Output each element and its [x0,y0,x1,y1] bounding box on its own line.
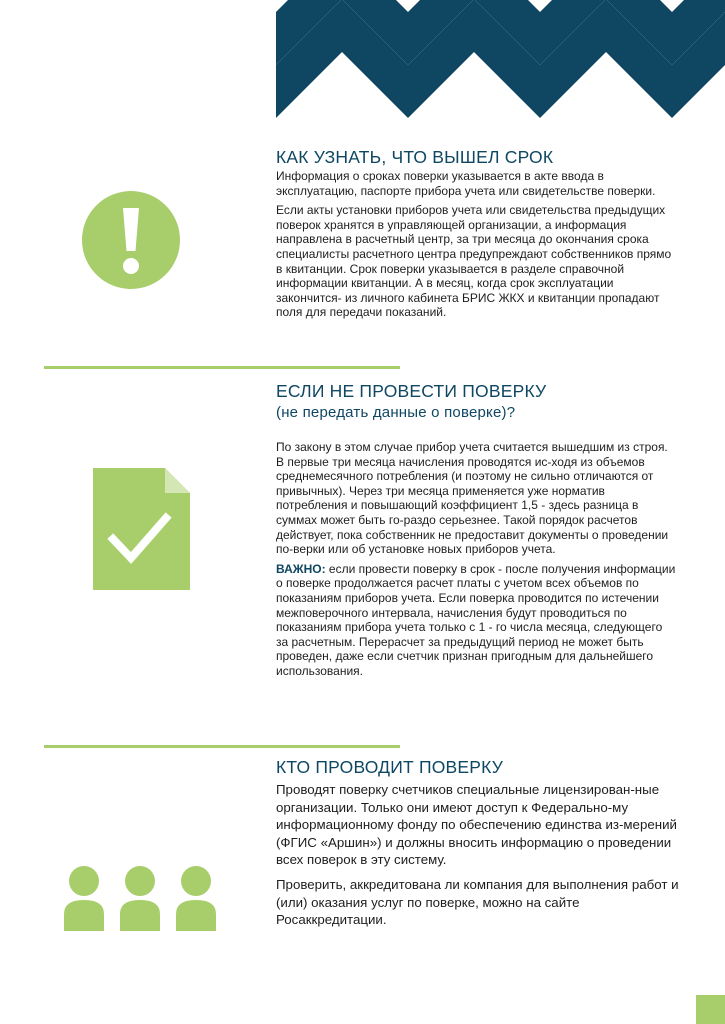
section-who-verifies-body [276,781,681,936]
section-title-expiry: КАК УЗНАТЬ, ЧТО ВЫШЕЛ СРОК [276,147,554,167]
people-icon [64,864,216,931]
section-title-who-verifies: КТО ПРОВОДИТ ПОВЕРКУ [276,757,504,777]
chevron-pattern-header [276,0,725,130]
paragraph: Проверить, аккредитована ли компания для выполнения работ и (или) оказания услуг по поверке, можно на сайте Росаккредитации. [276,876,679,928]
section-title-main: ЕСЛИ НЕ ПРОВЕСТИ ПОВЕРКУ [276,381,547,401]
paragraph: Если акты установки приборов учета или свидетельства предыдущих поверок хранятся в управляющей организации, а информация направлена в расчетный центр, за три месяца до окончания срока специалисты расчетного центра предупреждают собственников прямо в квитанции. Срок поверки указывается в разделе справочной информации квитанции. А в месяц, когда срок эксплуатации закончится- из личного кабинета БРИС ЖКХ и квитанции пропадают поля для передачи показаний. [276,203,672,320]
paragraph: По закону в этом случае прибор учета считается вышедшим из строя. В первые три месяца начисления проводятся ис-ходя из объемов среднемесячного потребления (и поэтому не сильно отличаются от привычных). Через три месяца применяется уже норматив потребления и повышающий коэффициент 1,5 - здесь разница в суммах может быть го-раздо серьезнее. Такой порядок расчетов действует, пока собственник не предоставит документы о проведении по-верки или об установке новых приборов учета. [276,440,669,557]
important-paragraph [276,562,676,679]
section-expiry-body [276,169,676,325]
section-divider [44,745,400,748]
section-divider [44,366,400,369]
paragraph: Проводят поверку счетчиков специальные лицензирован-ные организации. Только они имеют доступ к Федерально-му информационному фонду по обеспечению единства из-мерений (ФГИС «Аршин») и должны вносить информацию о проведении всех поверок в эту систему. [276,782,677,868]
important-label: ВАЖНО: [276,561,326,576]
section-title-no-verification [276,380,546,424]
section-no-verification-body [276,440,676,684]
page-corner-accent [696,995,725,1024]
document-check-icon [93,468,190,590]
important-text: если провести поверку в срок - после получения информации о поверке продолжается расчет платы с учетом всех объемов по показаниям приборов учета. Если поверка проводится по истечении межповерочного интервала, начисления будут проводиться по показаниям прибора учета только с 1 - го числа месяца, следующего за расчетным. Перерасчет за предыдущий период не может быть проведен, даже если счетчик признан пригодным для дальнейшего использования. [276,561,676,678]
exclamation-icon [82,191,180,289]
section-title-sub: (не передать данные о поверке)? [276,404,516,421]
paragraph: Информация о сроках поверки указывается в акте ввода в эксплуатацию, паспорте прибора учета или свидетельстве поверки. [276,169,656,198]
